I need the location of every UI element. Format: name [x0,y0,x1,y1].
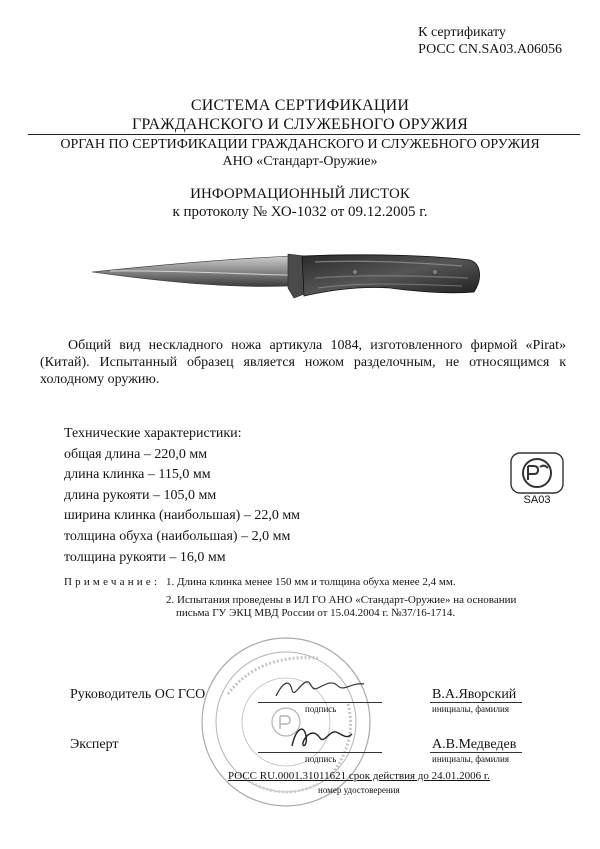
expert-signature-line [258,752,382,753]
spec-item: общая длина – 220,0 мм [64,446,208,462]
expert-signature-caption: подпись [305,754,337,764]
registration-number: РОСС RU.0001.31011621 срок действия до 24.01.2006 г. [228,770,490,782]
note-1: 1. Длина клинка менее 150 мм и толщина обуха менее 2,4 мм. [166,576,456,588]
certification-mark [510,452,564,510]
certification-mark-code: SA03 [523,494,551,506]
registration-caption: номер удостоверения [318,785,400,795]
document-title-block [0,185,600,221]
certificate-ref-label: К сертификату [418,25,506,40]
org-line-2: АНО «Стандарт-Оружие» [222,154,378,169]
expert-signature [286,722,356,752]
head-signature-line [258,702,382,703]
notes-label-text: Примечание: [64,576,161,588]
document-subtitle: к протоколу № ХО-1032 от 09.12.2005 г. [172,204,428,220]
notes-label [64,575,160,589]
knife-photo [90,248,490,310]
head-signature-caption: подпись [305,704,337,714]
expert-name: А.В.Медведев [432,737,517,752]
spec-item: толщина обуха (наибольшая) – 2,0 мм [64,528,291,544]
expert-name-caption: инициалы, фамилия [432,754,509,764]
head-name-caption: инициалы, фамилия [432,704,509,714]
note-2-line-2: письма ГУ ЭКЦ МВД России от 15.04.2004 г. №37/16-1714. [176,607,456,619]
spec-item: ширина клинка (наибольшая) – 22,0 мм [64,508,301,524]
certificate-reference [418,24,562,58]
certification-system-heading [0,96,600,134]
header-divider [28,134,580,135]
spec-item: длина клинка – 115,0 мм [64,467,211,483]
head-name-line [430,702,522,703]
spec-item: толщина рукояти – 16,0 мм [64,549,226,565]
note-2-line-1: 2. Испытания проведены в ИЛ ГО АНО «Стандарт-Оружие» на основании [166,594,517,606]
expert-title: Эксперт [70,737,119,752]
technical-specs [64,424,300,568]
document-title: ИНФОРМАЦИОННЫЙ ЛИСТОК [190,186,410,202]
head-title: Руководитель ОС ГСО [70,687,206,702]
spec-item: длина рукояти – 105,0 мм [64,487,217,503]
head-name: В.А.Яворский [432,687,517,702]
rst-mark-icon [510,452,564,494]
certificate-number: РОСС CN.SA03.А06056 [418,42,562,57]
expert-name-line [430,752,522,753]
description-paragraph: Общий вид нескладного ножа артикула 1084, изготовленного фирмой «Pirat» (Китай). Испытанный образец является ножом разделочным, не относящимся к холодному оружию. [40,338,566,387]
system-line-2: ГРАЖДАНСКОГО И СЛУЖЕБНОГО ОРУЖИЯ [131,116,469,133]
certification-body-heading [0,136,600,170]
head-signature [272,676,368,702]
system-line-1: СИСТЕМА СЕРТИФИКАЦИИ [190,97,410,114]
specs-heading: Технические характеристики: [64,426,242,441]
org-line-1: ОРГАН ПО СЕРТИФИКАЦИИ ГРАЖДАНСКОГО И СЛУЖЕБНОГО ОРУЖИЯ [60,137,540,152]
